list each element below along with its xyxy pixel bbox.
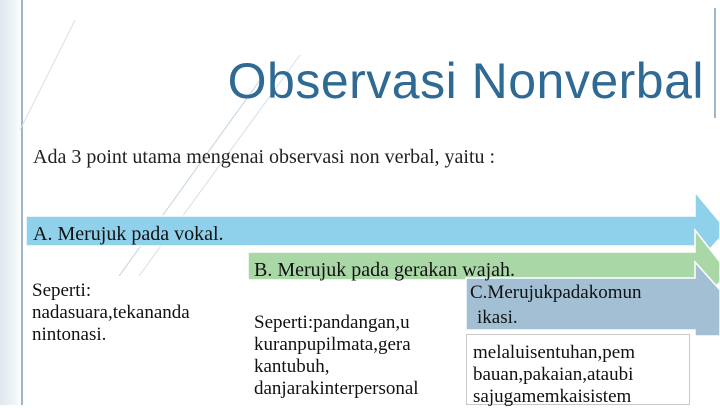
point-b-detail — [254, 312, 419, 400]
point-c-detail-line: sajugamemkaisistem — [473, 386, 632, 407]
point-a-detail-line: nadasuara,tekananda — [32, 302, 190, 323]
point-b-detail-line: kuranpupilmata,gera — [254, 334, 411, 355]
point-c-label-line1: C.Merujukpadakomun — [470, 282, 642, 303]
point-b-detail-line: danjarakinterpersonal — [254, 378, 419, 399]
point-c-detail-line: melaluisentuhan,pem — [473, 342, 635, 363]
point-b-label: B. Merujuk pada gerakan wajah. — [254, 259, 516, 281]
point-c-detail-line: bauan,pakaian,ataubi — [473, 364, 634, 385]
slide-title: Observasi Nonverbal — [227, 53, 704, 109]
point-a-detail-line: nintonasi. — [32, 324, 107, 345]
point-a-detail — [32, 280, 190, 346]
point-c-detail — [473, 342, 635, 408]
point-b-detail-line: kantubuh, — [254, 356, 330, 377]
point-a-label: A. Merujuk pada vokal. — [33, 223, 224, 245]
point-b-detail-line: Seperti:pandangan,u — [254, 312, 410, 333]
point-c-label-line2: ikasi. — [477, 307, 518, 328]
intro-text: Ada 3 point utama mengenai observasi non verbal, yaitu : — [33, 146, 496, 168]
point-a-detail-line: Seperti: — [32, 280, 92, 301]
